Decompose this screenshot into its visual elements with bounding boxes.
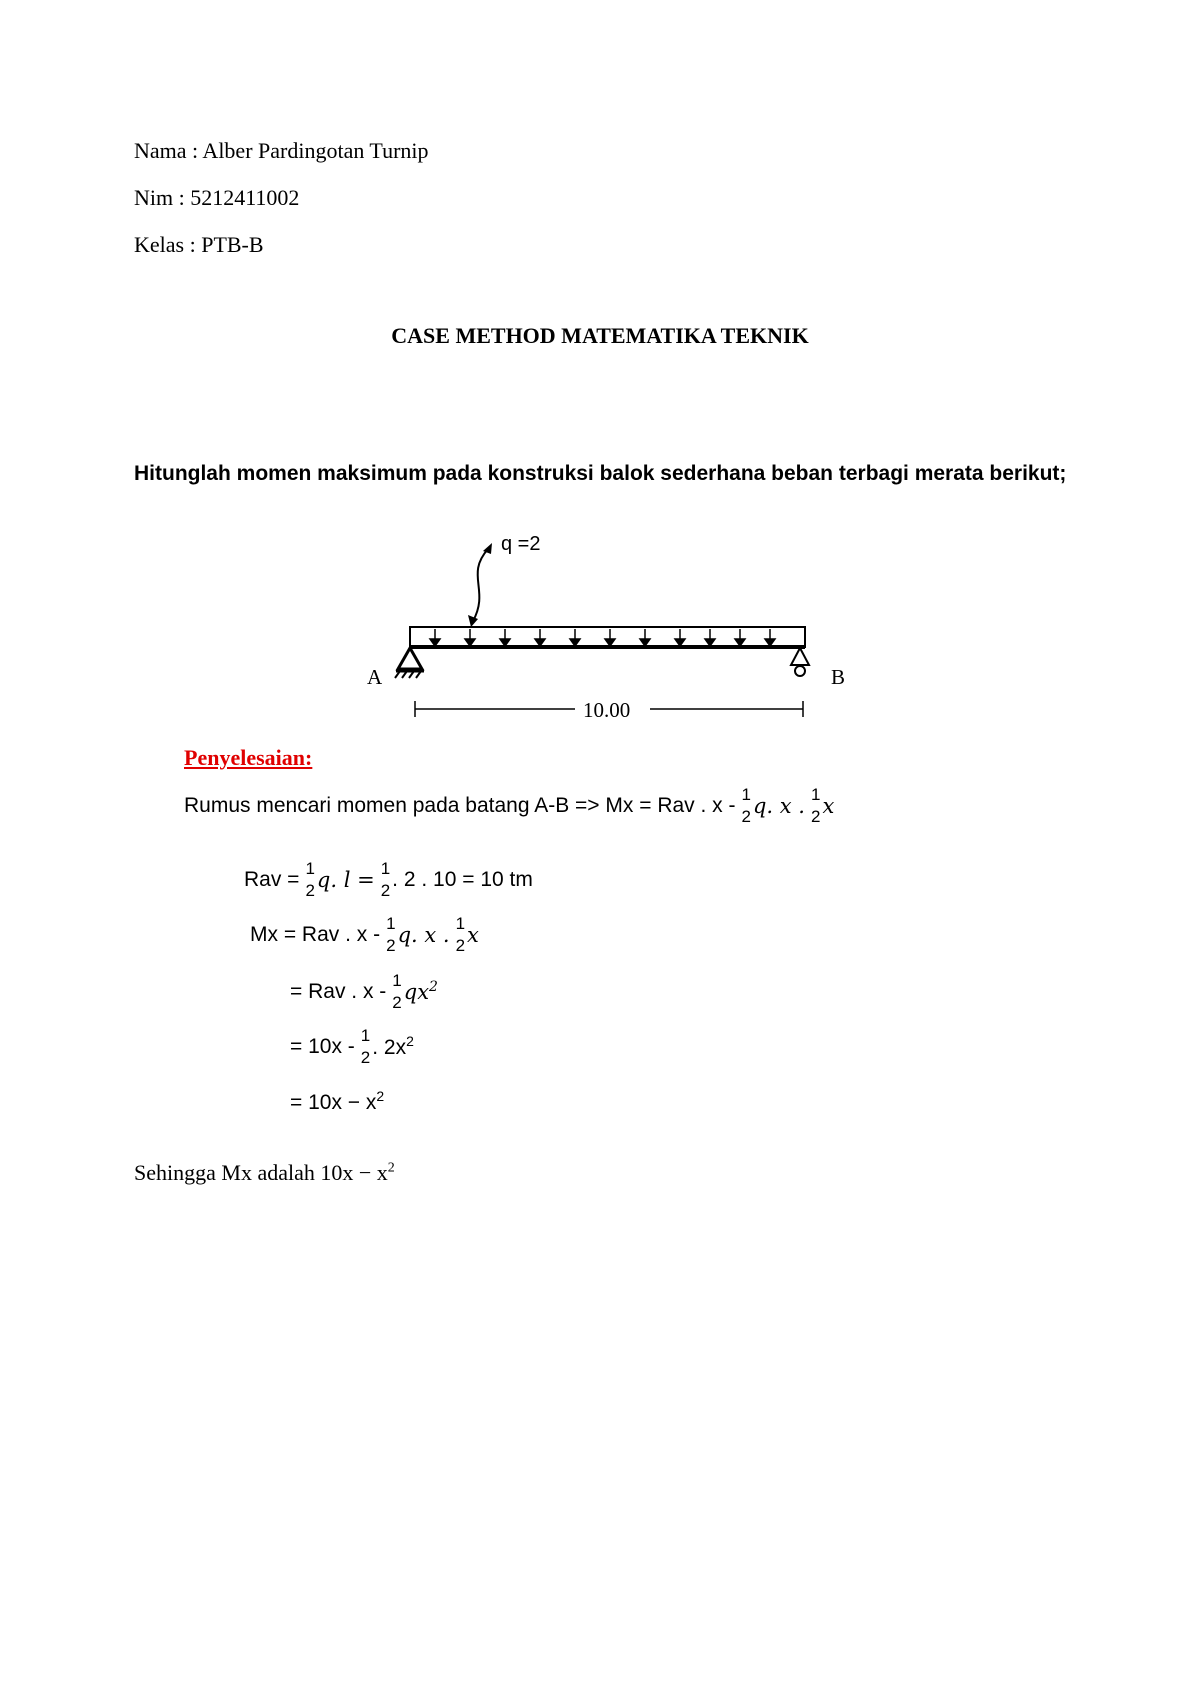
student-class: Kelas : PTB-B <box>134 232 264 257</box>
rav-line <box>244 860 533 899</box>
mx-line <box>250 915 479 954</box>
qx-squared: $qx^2$ <box>403 979 438 1004</box>
rav-label: Rav = <box>244 867 300 891</box>
mx-label: Mx = Rav . x - <box>250 922 381 946</box>
fraction-half: 1 2 <box>380 859 391 900</box>
support-b-label: B <box>831 665 846 689</box>
q-times-x: q. x . <box>752 793 805 818</box>
load-arrowhead-bottom <box>468 615 478 627</box>
formula-text: Rumus mencari momen pada batang A-B => Mx = Rav . x - <box>184 793 736 817</box>
rav-result: . 2 . 10 = 10 tm <box>392 867 533 891</box>
pin-support-a <box>395 648 424 678</box>
mx-step-3 <box>290 1088 384 1115</box>
fraction-half: 1 2 <box>392 971 402 1012</box>
two-x-squared: . $2x^2$ <box>372 1033 414 1059</box>
span-label: 10.00 <box>583 698 631 722</box>
mx-step-1 <box>290 972 438 1011</box>
step1-label: = Rav . x - <box>290 979 387 1003</box>
load-arrows <box>430 629 775 646</box>
q-times-x: q. x . <box>397 922 450 947</box>
question-text: Hitunglah momen maksimum pada konstruksi balok sederhana beban terbagi merata berikut; <box>134 462 1067 485</box>
fraction-half: 1 2 <box>360 1026 371 1067</box>
fraction-half: 1 2 <box>455 914 466 955</box>
student-name: Nama : Alber Pardingotan Turnip <box>134 138 429 163</box>
formula-line <box>184 786 834 825</box>
fraction-half: 1 2 <box>305 859 315 900</box>
fraction-half: 1 2 <box>741 785 751 826</box>
page-title: CASE METHOD MATEMATIKA TEKNIK <box>391 323 809 348</box>
student-nim: Nim : 5212411002 <box>134 185 300 210</box>
step2-label: = 10x - <box>290 1034 355 1058</box>
q-times-l: q. l = <box>316 867 375 892</box>
load-arrow <box>473 549 488 621</box>
x-var: x <box>467 922 479 947</box>
roller-support-b <box>791 648 809 676</box>
fraction-half: 1 2 <box>810 785 821 826</box>
solution-heading: Penyelesaian: <box>184 745 313 770</box>
x-var: x <box>822 793 835 818</box>
load-label: q =2 <box>501 533 541 555</box>
conclusion-text: Sehingga Mx adalah $10x - x^2$ <box>134 1160 395 1185</box>
final-expression: = $10x - x^2$ <box>290 1088 385 1114</box>
support-a-label: A <box>367 665 383 689</box>
fraction-half: 1 2 <box>386 914 396 955</box>
mx-step-2 <box>290 1027 414 1066</box>
